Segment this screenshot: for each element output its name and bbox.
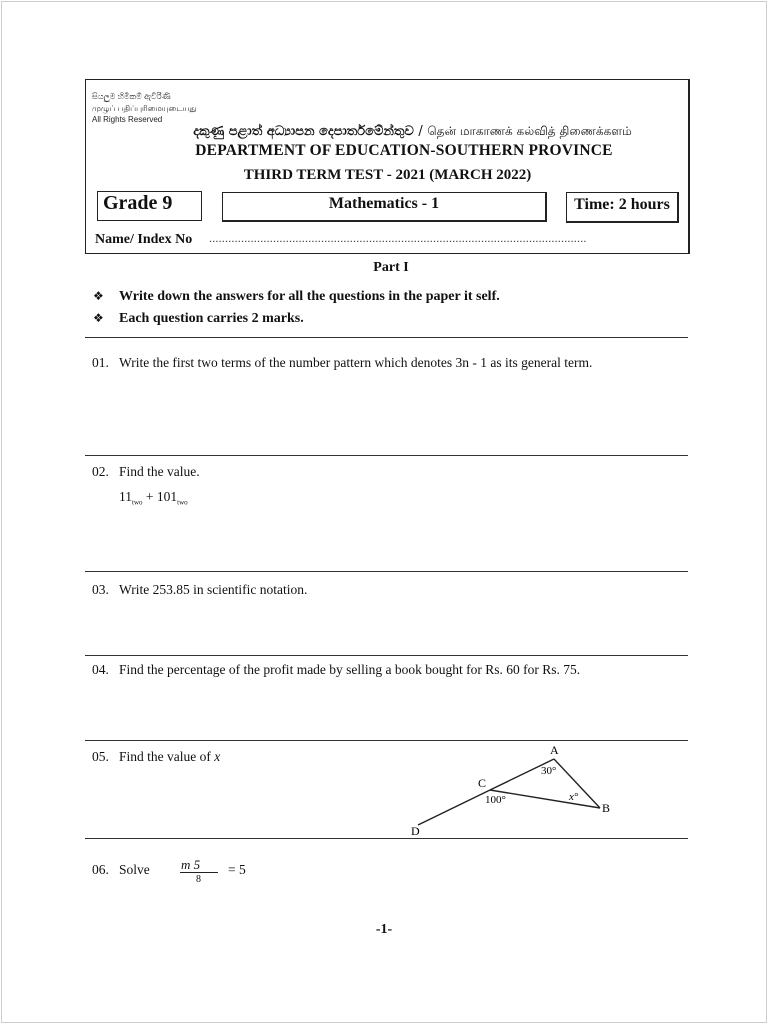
angle-c-label: 100° xyxy=(485,794,506,806)
question-01 xyxy=(92,355,592,371)
subject-box: Mathematics - 1 xyxy=(222,192,547,222)
department-native-title xyxy=(85,124,740,140)
q2-expression xyxy=(119,489,188,507)
part-heading: Part I xyxy=(373,260,409,275)
department-english: DEPARTMENT OF EDUCATION-SOUTHERN PROVINCE xyxy=(195,142,613,159)
variable-x: x xyxy=(214,749,221,764)
q6-fraction-bar xyxy=(180,872,218,873)
q2-operator: + xyxy=(142,489,157,504)
question-05 xyxy=(92,749,220,765)
question-number: 04. xyxy=(92,662,109,677)
test-title: THIRD TERM TEST - 2021 (MARCH 2022) xyxy=(243,167,532,183)
q2-term-a: 11 xyxy=(119,489,132,504)
question-text: Write 253.85 in scientific notation. xyxy=(119,582,308,597)
question-text: Write the first two terms of the number pattern which denotes 3n - 1 as its general term. xyxy=(119,355,593,370)
angle-a-label: 30° xyxy=(541,765,557,777)
page-number: -1- xyxy=(375,922,393,937)
instruction-item xyxy=(93,289,500,305)
rights-tamil: முழுப் பதிப்புரிமையுடையது xyxy=(92,104,197,113)
question-number: 05. xyxy=(92,749,109,764)
q2-base-a: two xyxy=(132,498,143,507)
divider xyxy=(85,838,688,839)
label-c: C xyxy=(478,776,487,790)
q6-equals: = 5 xyxy=(228,862,246,877)
name-index-field[interactable]: ...................................................................................................................... xyxy=(209,231,587,245)
divider xyxy=(85,455,688,456)
question-text: Find the value of xyxy=(119,749,211,764)
question-02 xyxy=(92,464,200,480)
department-sinhala: දකුණු පළාත් අධ්‍යාපන දෙපාර්තමේන්තුව xyxy=(193,124,414,139)
department-tamil: தென் மாகாணக் கல்வித் திணைக்களம் xyxy=(427,124,632,138)
question-text: Solve xyxy=(119,862,150,877)
divider xyxy=(85,655,688,656)
question-number: 01. xyxy=(92,355,109,370)
question-number: 02. xyxy=(92,464,109,479)
triangle-figure xyxy=(400,740,630,840)
question-06 xyxy=(92,862,150,878)
diamond-bullet-icon: ❖ xyxy=(93,311,104,325)
question-number: 03. xyxy=(92,582,109,597)
question-04 xyxy=(92,662,580,678)
line-cb xyxy=(490,790,600,808)
q2-base-b: two xyxy=(177,498,188,507)
divider xyxy=(85,571,688,572)
label-d: D xyxy=(411,824,420,838)
label-b: B xyxy=(602,801,611,815)
grade-box: Grade 9 xyxy=(97,191,202,221)
diamond-bullet-icon: ❖ xyxy=(93,289,104,303)
line-dc xyxy=(418,790,490,825)
angle-b-label: x° xyxy=(569,791,579,803)
q6-numerator: m 5 xyxy=(181,857,201,872)
time-box: Time: 2 hours xyxy=(566,192,679,223)
instruction-item xyxy=(93,311,304,327)
q2-term-b: 101 xyxy=(156,489,178,504)
instruction-text: Each question carries 2 marks. xyxy=(119,311,304,326)
department-separator: / xyxy=(418,124,423,139)
question-03 xyxy=(92,582,307,598)
q6-denominator: 8 xyxy=(196,874,201,885)
label-a: A xyxy=(550,743,559,757)
instruction-text: Write down the answers for all the questions in the paper it self. xyxy=(119,289,500,304)
question-text: Find the percentage of the profit made by selling a book bought for Rs. 60 for Rs. 75. xyxy=(119,662,581,677)
question-number: 06. xyxy=(92,862,109,877)
name-index-label: Name/ Index No xyxy=(95,232,193,247)
rights-english: All Rights Reserved xyxy=(92,115,163,124)
divider xyxy=(85,337,688,338)
rights-sinhala: සියලුම හිමිකම් ඇවිරිණි xyxy=(92,92,171,101)
question-text: Find the value. xyxy=(119,464,200,479)
